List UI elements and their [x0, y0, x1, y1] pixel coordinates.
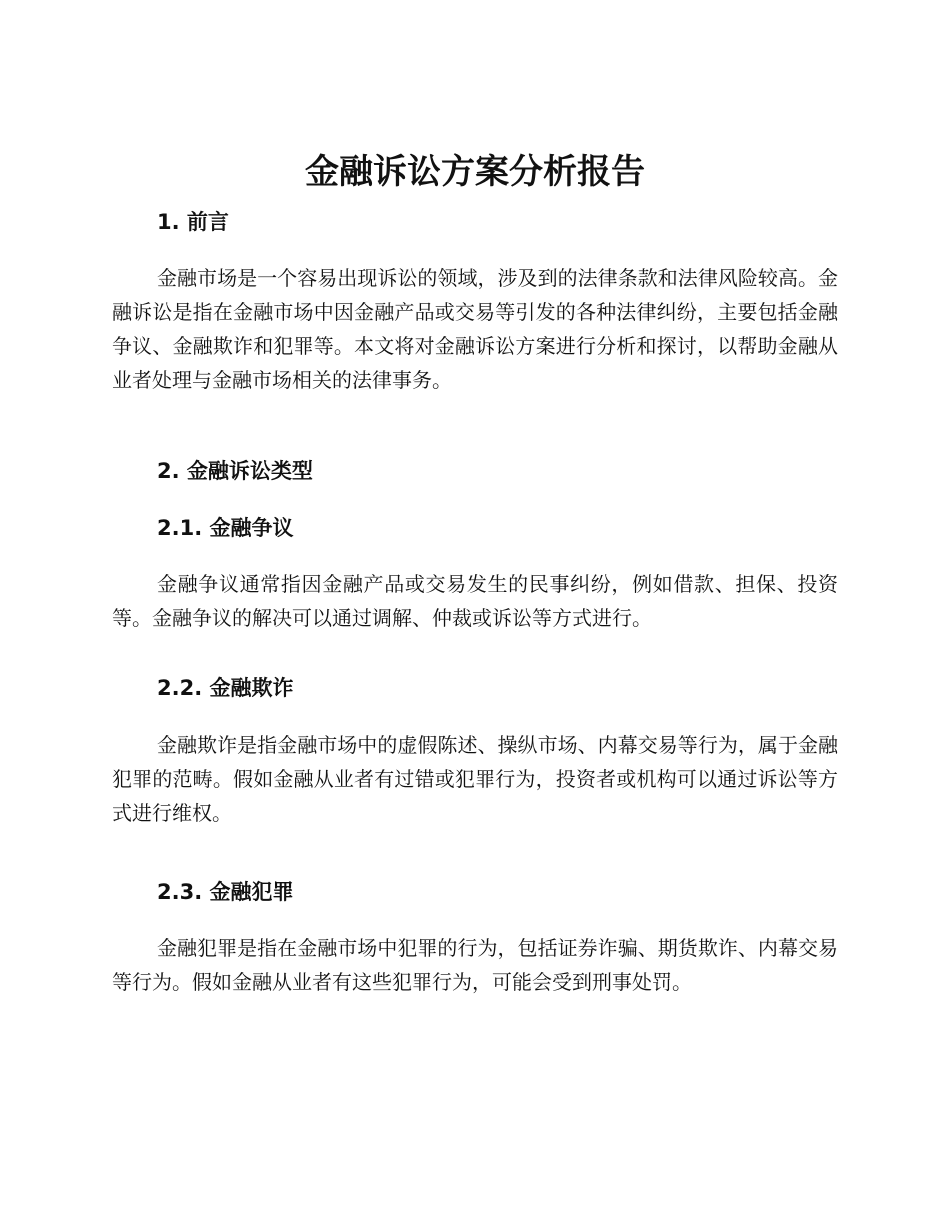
paragraph-financial-fraud: 金融欺诈是指金融市场中的虚假陈述、操纵市场、内幕交易等行为，属于金融犯罪的范畴。假如金融从业者有过错或犯罪行为，投资者或机构可以通过诉讼等方式进行维权。	[112, 733, 838, 825]
section-heading-financial-dispute: 2.1. 金融争议	[157, 516, 294, 540]
section-heading-financial-fraud: 2.2. 金融欺诈	[157, 676, 294, 700]
document-title: 金融诉讼方案分析报告	[305, 152, 645, 192]
paragraph-financial-dispute: 金融争议通常指因金融产品或交易发生的民事纠纷，例如借款、担保、投资等。金融争议的解决可以通过调解、仲裁或诉讼等方式进行。	[112, 572, 838, 630]
section-heading-preface: 1. 前言	[157, 210, 229, 234]
section-heading-litigation-types: 2. 金融诉讼类型	[157, 459, 313, 483]
paragraph-preface: 金融市场是一个容易出现诉讼的领域，涉及到的法律条款和法律风险较高。金融诉讼是指在金融市场中因金融产品或交易等引发的各种法律纠纷，主要包括金融争议、金融欺诈和犯罪等。本文将对金融诉讼方案进行分析和探讨，以帮助金融从业者处理与金融市场相关的法律事务。	[112, 266, 838, 392]
paragraph-financial-crime: 金融犯罪是指在金融市场中犯罪的行为，包括证券诈骗、期货欺诈、内幕交易等行为。假如金融从业者有这些犯罪行为，可能会受到刑事处罚。	[112, 936, 838, 994]
section-heading-financial-crime: 2.3. 金融犯罪	[157, 880, 294, 904]
